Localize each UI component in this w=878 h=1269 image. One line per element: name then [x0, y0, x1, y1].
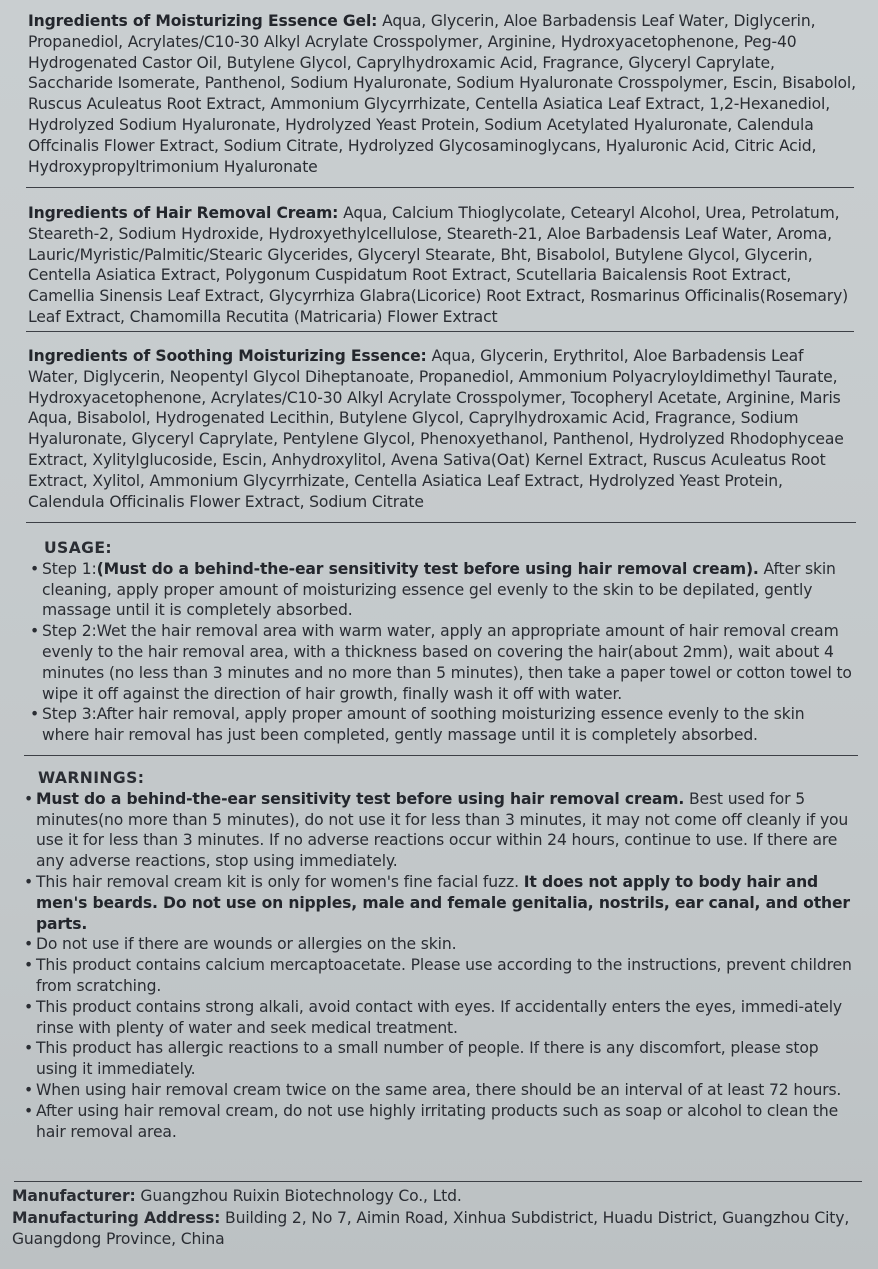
bullet: • — [24, 872, 34, 891]
warning-8-text: After using hair removal cream, do not use highly irritating products such as soap or alcohol to clean the hair removal area. — [36, 1101, 839, 1141]
manufacturer-line — [12, 1186, 862, 1208]
bullet: • — [24, 935, 34, 954]
step-2-text: Wet the hair removal area with warm water, apply an appropriate amount of hair removal cream evenly to the hair removal area, with a thickness based on covering the hair(about 2mm), wait about 4 minutes (no less than 3 minutes and no more than 5 minutes), then take a paper towel or cotton towel to wipe it off against the direction of hair growth, finally wash it off with water. — [42, 622, 852, 703]
warning-item — [24, 1080, 860, 1101]
warning-5-text: This product contains strong alkali, avoid contact with eyes. If accidentally enters the eyes, immedi-ately rinse with plenty of water and seek medical treatment. — [36, 997, 842, 1037]
soothing-ingredients-section — [28, 346, 858, 512]
warning-6-text: This product has allergic reactions to a small number of people. If there is any discomfort, please stop using it immediately. — [36, 1039, 819, 1079]
bullet: • — [24, 789, 34, 808]
soothing-ingredients-text: Aqua, Glycerin, Erythritol, Aloe Barbadensis Leaf Water, Diglycerin, Neopentyl Glycol Diheptanoate, Propanediol, Ammonium Polyacryloyldimethyl Taurate, Hydroxyacetophenone, Acrylates/C10-30 Alkyl Acrylate Crosspolymer, Tocopheryl Acetate, Arginine, Maris Aqua, Bisabolol, Hydrogenated Lecithin, Butylene Glycol, Caprylhydroxamic Acid, Fragrance, Sodium Hyaluronate, Glyceryl Caprylate, Pentylene Glycol, Phenoxyethanol, Panthenol, Hydrolyzed Rhodophyceae Extract, Xylitylglucoside, Escin, Anhydroxylitol, Avena Sativa(Oat) Kernel Extract, Ruscus Aculeatus Root Extract, Xylitol, Ammonium Glycyrrhizate, Centella Asiatica Leaf Extract, Hydrolyzed Yeast Protein, Calendula Officinalis Flower Extract, Sodium Citrate — [28, 347, 844, 511]
gel-ingredients-section — [28, 11, 858, 177]
gel-ingredients-text: Aqua, Glycerin, Aloe Barbadensis Leaf Water, Diglycerin, Propanediol, Acrylates/C10-30 Alkyl Acrylate Crosspolymer, Arginine, Hydroxyacetophenone, Peg-40 Hydrogenated Castor Oil, Butylene Glycol, Caprylhydroxamic Acid, Fragrance, Glyceryl Caprylate, Saccharide Isomerate, Panthenol, Sodium Hyaluronate, Sodium Hyaluronate Crosspolymer, Escin, Bisabolol, Ruscus Aculeatus Root Extract, Ammonium Glycyrrhizate, Centella Asiatica Leaf Extract, 1,2-Hexanediol, Hydrolyzed Sodium Hyaluronate, Hydrolyzed Yeast Protein, Sodium Acetylated Hyaluronate, Calendula Offcinalis Flower Extract, Sodium Citrate, Hydrolyzed Glycosaminoglycans, Hyaluronic Acid, Citric Acid, Hydroxypropyltrimonium Hyaluronate — [28, 12, 856, 176]
bullet: • — [24, 1039, 34, 1058]
cream-ingredients-section — [28, 203, 858, 328]
divider — [26, 331, 854, 332]
bullet: • — [30, 705, 40, 724]
divider — [26, 187, 854, 188]
bullet: • — [24, 997, 34, 1016]
usage-section — [30, 538, 852, 746]
step-1-label: Step 1: — [42, 559, 97, 578]
usage-step-2 — [30, 621, 852, 704]
warning-item — [24, 997, 860, 1039]
bullet: • — [30, 559, 40, 578]
bullet: • — [24, 1080, 34, 1099]
manufacturer-section — [12, 1186, 862, 1251]
cream-ingredients-text: Aqua, Calcium Thioglycolate, Cetearyl Alcohol, Urea, Petrolatum, Steareth-2, Sodium Hydroxide, Hydroxyethylcellulose, Steareth-21, Aloe Barbadensis Leaf Water, Aroma, Lauric/Myristic/Palmitic/Stearic Glycerides, Glyceryl Stearate, Bht, Bisabolol, Butylene Glycol, Glycerin, Centella Asiatica Extract, Polygonum Cuspidatum Root Extract, Scutellaria Baicalensis Root Extract, Camellia Sinensis Leaf Extract, Glycyrrhiza Glabra(Licorice) Root Extract, Rosmarinus Officinalis(Rosemary) Leaf Extract, Chamomilla Recutita (Matricaria) Flower Extract — [28, 204, 849, 326]
address-line — [12, 1208, 862, 1251]
address-value: Building 2, No 7, Aimin Road, Xinhua Subdistrict, Huadu District, Guangzhou City, Guangdong Province, China — [12, 1208, 850, 1248]
warning-3-text: Do not use if there are wounds or allergies on the skin. — [36, 935, 457, 954]
warnings-heading: WARNINGS: — [38, 769, 145, 787]
divider — [14, 1181, 862, 1182]
address-label: Manufacturing Address: — [12, 1208, 221, 1227]
step-1-sensitivity-note: (Must do a behind-the-ear sensitivity test before using hair removal cream). — [96, 559, 759, 578]
soothing-ingredients-heading: Ingredients of Soothing Moisturizing Essence: — [28, 347, 427, 365]
warning-item — [24, 934, 860, 955]
step-3-text: After hair removal, apply proper amount of soothing moisturizing essence evenly to the skin where hair removal has just been completed, gently massage until it is completely absorbed. — [42, 705, 805, 745]
warning-item — [24, 789, 860, 872]
usage-step-3 — [30, 704, 852, 746]
manufacturer-label: Manufacturer: — [12, 1187, 136, 1205]
usage-heading: USAGE: — [44, 539, 113, 557]
warning-item — [24, 872, 860, 934]
step-2-label: Step 2: — [42, 622, 97, 641]
divider — [24, 755, 858, 756]
warning-item — [24, 955, 860, 997]
gel-ingredients-heading: Ingredients of Moisturizing Essence Gel: — [28, 12, 378, 30]
warning-1-bold: Must do a behind-the-ear sensitivity test before using hair removal cream. — [36, 789, 685, 808]
manufacturer-value: Guangzhou Ruixin Biotechnology Co., Ltd. — [135, 1187, 462, 1205]
warnings-section — [24, 768, 860, 1142]
divider — [26, 522, 856, 523]
step-1-text: After skin cleaning, apply proper amount of moisturizing essence gel evenly to the skin to be depilated, gently massage until it is completely absorbed. — [42, 559, 836, 620]
warning-7-text: When using hair removal cream twice on the same area, there should be an interval of at least 72 hours. — [36, 1080, 842, 1099]
warning-2-text: This hair removal cream kit is only for women's fine facial fuzz. — [36, 872, 524, 891]
warning-item — [24, 1101, 860, 1143]
step-3-label: Step 3: — [42, 705, 97, 724]
bullet: • — [30, 622, 40, 641]
cream-ingredients-heading: Ingredients of Hair Removal Cream: — [28, 204, 339, 222]
warning-1-text: Best used for 5 minutes(no more than 5 minutes), do not use it for less than 3 minutes, it may not come off cleanly if you use it for less than 3 minutes. If no adverse reactions occur within 24 hours, continue to use. If there are any adverse reactions, stop using immediately. — [36, 789, 849, 871]
usage-step-1 — [30, 559, 852, 621]
warning-item — [24, 1038, 860, 1080]
warning-2-bold: It does not apply to body hair and men's beards. Do not use on nipples, male and female genitalia, nostrils, ear canal, and other parts. — [36, 872, 850, 933]
warning-4-text: This product contains calcium mercaptoacetate. Please use according to the instructions, prevent children from scratching. — [36, 956, 852, 995]
bullet: • — [24, 956, 34, 975]
bullet: • — [24, 1101, 34, 1120]
